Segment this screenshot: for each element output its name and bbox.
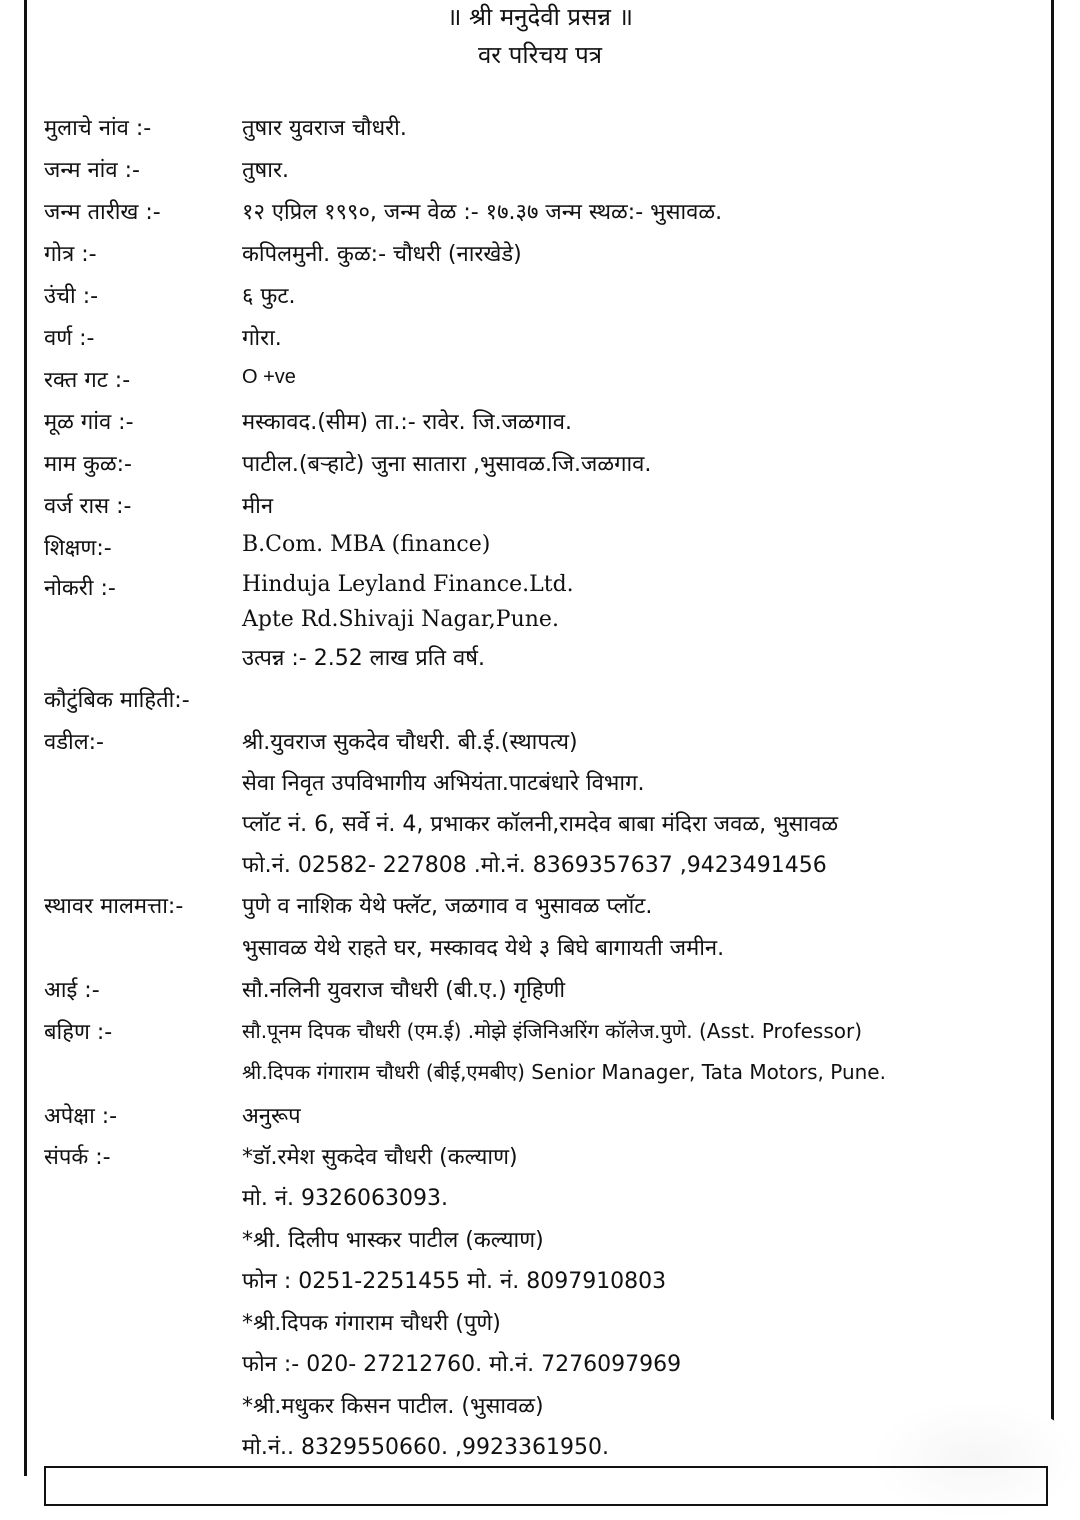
job-address: Apte Rd.Shivaji Nagar,Pune. [242,607,559,632]
contact-1-name: *डॉ.रमेश सुकदेव चौधरी (कल्याण) [242,1145,518,1170]
sister-line-2: श्री.दिपक गंगाराम चौधरी (बीई,एमबीए) Senior Manager, Tata Motors, Pune. [242,1060,886,1084]
property-line-1: पुणे व नाशिक येथे फ्लॅट, जळगाव व भुसावळ प्लॉट. [242,894,653,919]
job-income: उत्पन्न :- 2.52 लाख प्रति वर्ष. [242,646,485,671]
contact-3-name: *श्री.दिपक गंगाराम चौधरी (पुणे) [242,1311,501,1336]
rashi-label: वर्ज रास :- [44,494,132,519]
contact-3-phone: फोन :- 020- 27212760. मो.नं. 7276097969 [242,1352,682,1377]
contact-label: संपर्क :- [44,1145,111,1170]
gotra-value: कपिलमुनी. कुळ:- चौधरी (नारखेडे) [242,242,522,267]
father-label: वडील:- [44,730,104,755]
sister-label: बहिण :- [44,1020,113,1045]
contact-4-name: *श्री.मधुकर किसन पाटील. (भुसावळ) [242,1394,544,1419]
maternal-family-label: माम कुळ:- [44,452,132,477]
father-address: प्लॉट नं. 6, सर्वे नं. 4, प्रभाकर कॉलनी,रामदेव बाबा मंदिरा जवळ, भुसावळ [242,812,839,837]
education-label: शिक्षण:- [44,536,112,561]
blood-group-value: O +ve [242,366,296,388]
mother-value: सौ.नलिनी युवराज चौधरी (बी.ए.) गृहिणी [242,978,566,1003]
document-title: वर परिचय पत्र [477,41,603,69]
contact-2-phone: फोन : 0251-2251455 मो. नं. 8097910803 [242,1269,667,1294]
father-phone: फो.नं. 02582- 227808 .मो.नं. 8369357637 ,9423491456 [242,853,827,878]
contact-4-phone: मो.नं.. 8329550660. ,9923361950. [242,1435,609,1460]
mother-label: आई :- [44,978,100,1003]
family-heading: कौटुंबिक माहिती:- [44,688,190,713]
expectation-label: अपेक्षा :- [44,1104,118,1129]
complexion-value: गोरा. [242,326,282,351]
birth-name-value: तुषार. [242,158,289,183]
height-label: उंची :- [44,284,99,309]
native-place-label: मूळ गांव :- [44,410,134,435]
invocation-line: ॥ श्री मनुदेवी प्रसन्न ॥ [446,3,633,31]
dob-label: जन्म तारीख :- [44,200,161,225]
job-company: Hinduja Leyland Finance.Ltd. [242,572,574,597]
father-name: श्री.युवराज सुकदेव चौधरी. बी.ई.(स्थापत्य) [242,730,578,755]
bottom-box [44,1466,1048,1506]
gotra-label: गोत्र :- [44,242,97,267]
expectation-value: अनुरूप [242,1104,301,1129]
name-value: तुषार युवराज चौधरी. [242,116,407,141]
native-place-value: मस्कावद.(सीम) ता.:- रावेर. जि.जळगाव. [242,410,572,435]
contact-1-phone: मो. नं. 9326063093. [242,1186,449,1211]
contact-2-name: *श्री. दिलीप भास्कर पाटील (कल्याण) [242,1228,544,1253]
rashi-value: मीन [242,494,274,519]
maternal-family-value: पाटील.(बऱ्हाटे) जुना सातारा ,भुसावळ.जि.जळगाव. [242,452,652,477]
birth-name-label: जन्म नांव :- [44,158,140,183]
education-value: B.Com. MBA (finance) [242,532,491,557]
property-label: स्थावर मालमत्ता:- [44,894,184,919]
father-occupation: सेवा निवृत उपविभागीय अभियंता.पाटबंधारे विभाग. [242,771,645,796]
sister-line-1: सौ.पूनम दिपक चौधरी (एम.ई) .मोझे इंजिनिअरिंग कॉलेज.पुणे. (Asst. Professor) [242,1019,863,1043]
dob-value: १२ एप्रिल १९९०, जन्म वेळ :- १७.३७ जन्म स्थळ:- भुसावळ. [242,200,723,225]
property-line-2: भुसावळ येथे राहते घर, मस्कावद येथे ३ बिघे बागायती जमीन. [242,936,725,961]
complexion-label: वर्ण :- [44,326,95,351]
name-label: मुलाचे नांव :- [44,116,152,141]
blood-group-label: रक्त गट :- [44,368,131,393]
job-label: नोकरी :- [44,576,116,601]
height-value: ६ फुट. [242,284,296,309]
